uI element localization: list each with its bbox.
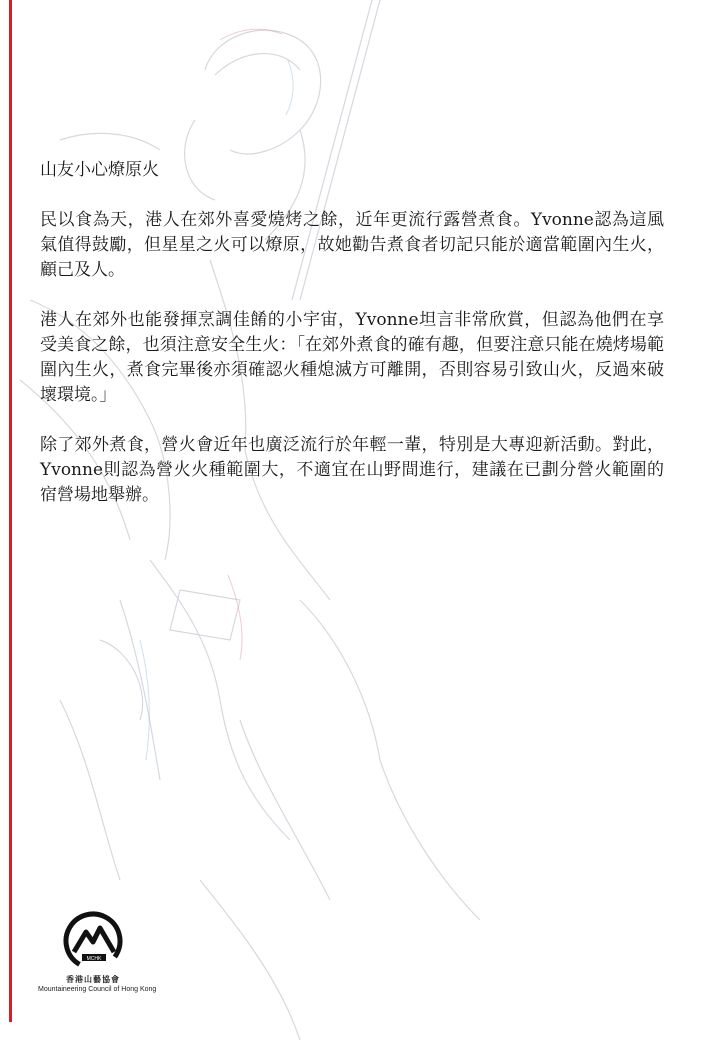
article-title: 山友小心燎原火 <box>40 160 159 180</box>
article-body <box>40 158 664 533</box>
article-paragraph: 港人在郊外也能發揮烹調佳餚的小宇宙，Yvonne坦言非常欣賞，但認為他們在享受美食之餘，也須注意安全生火：「在郊外煮食的確有趣，但要注意只能在燒烤場範圍內生火，煮食完畢後亦須確認火種熄滅方可離開，否則容易引致山火，反過來破壞環境。」 <box>40 310 664 405</box>
logo-chinese-name: 香港山藝協會 <box>66 975 120 984</box>
article-paragraph: 除了郊外煮食，營火會近年也廣泛流行於年輕一輩，特別是大專迎新活動。對此，Yvonne則認為營火火種範圍大，不適宜在山野間進行，建議在已劃分營火範圍的宿營場地舉辦。 <box>40 435 664 505</box>
logo-mark-text: MCHK <box>86 956 102 962</box>
logo-english-name: Mountaineering Council of Hong Kong <box>38 986 157 993</box>
left-accent-rule <box>9 0 12 1022</box>
organization-logo <box>38 910 157 1002</box>
mountain-logo-icon <box>62 910 124 972</box>
article-paragraph: 民以食為天，港人在郊外喜愛燒烤之餘，近年更流行露營煮食。Yvonne認為這風氣值得鼓勵，但星星之火可以燎原，故她勸告煮食者切記只能於適當範圍內生火，顧己及人。 <box>40 210 664 280</box>
